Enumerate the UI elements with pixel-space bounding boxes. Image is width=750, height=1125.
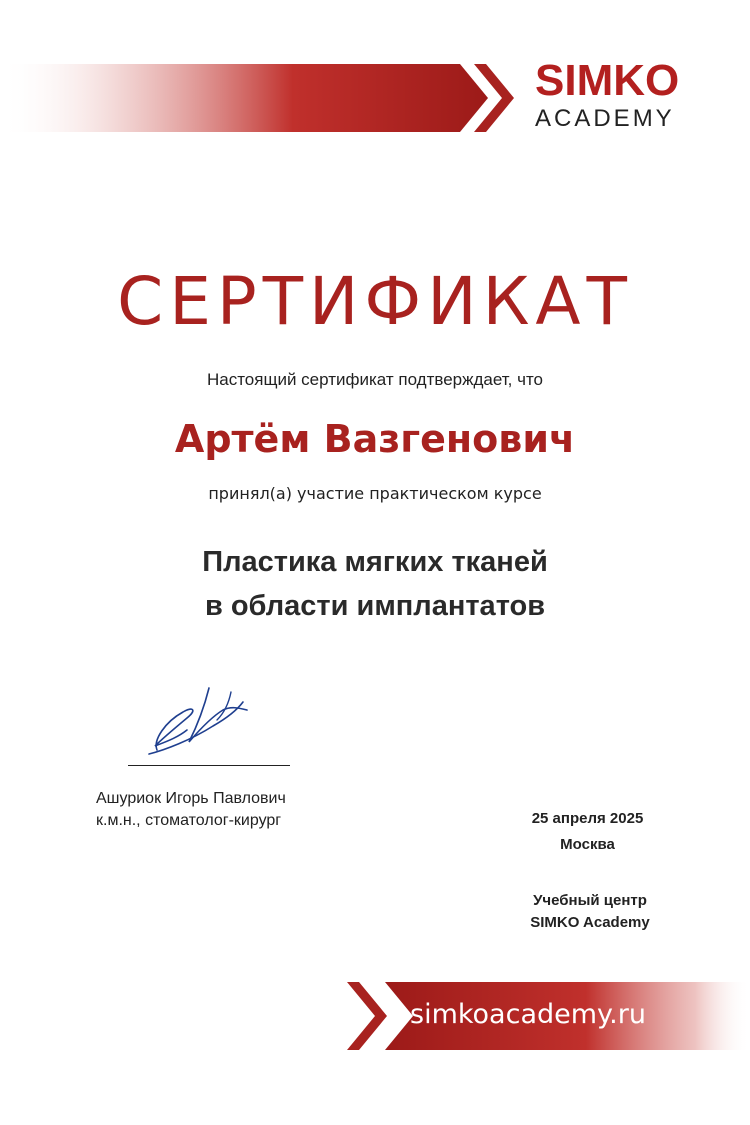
top-banner-graphic <box>0 64 520 132</box>
organizer-line-2: SIMKO Academy <box>530 914 650 931</box>
website-link[interactable]: simkoacademy.ru <box>410 999 646 1030</box>
date-location-block <box>495 806 680 858</box>
organizer-block <box>495 890 685 934</box>
event-city: Москва <box>560 836 615 853</box>
logo-academy-text: ACADEMY <box>535 105 675 132</box>
recipient-name: Артём Вазгенович <box>174 417 576 461</box>
course-title <box>0 540 750 628</box>
course-title-line-2: в области имплантатов <box>204 590 546 622</box>
intro-text: Настоящий сертификат подтверждает, что <box>206 370 544 389</box>
logo-simko-text: SIMKO <box>535 56 680 105</box>
course-title-line-1: Пластика мягких тканей <box>202 546 548 578</box>
signer-name: Ашуриок Игорь Павлович <box>96 790 286 807</box>
signer-position: к.м.н., стоматолог-кирург <box>96 812 282 829</box>
organizer-line-1: Учебный центр <box>533 892 647 909</box>
signer-block <box>96 788 376 832</box>
handwritten-signature <box>135 680 275 760</box>
participation-text: принял(а) участие практическом курсе <box>208 484 542 503</box>
certificate-title: СЕРТИФИКАТ <box>117 263 633 340</box>
brand-logo <box>535 58 715 132</box>
event-date: 25 апреля 2025 <box>531 810 644 827</box>
signature-line <box>128 765 290 766</box>
